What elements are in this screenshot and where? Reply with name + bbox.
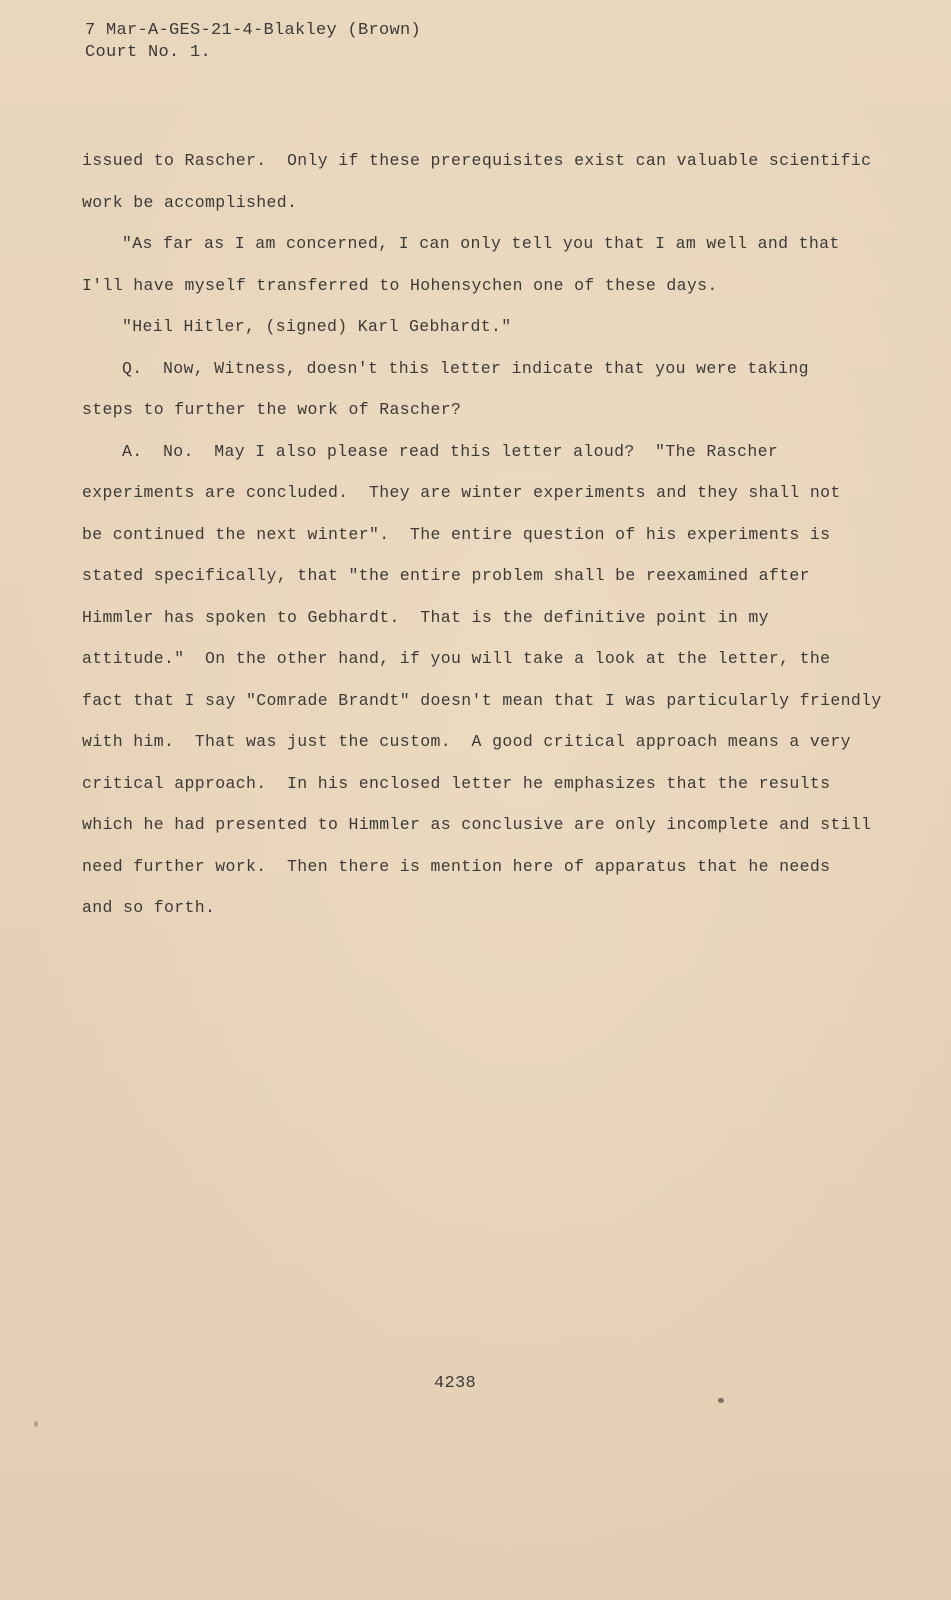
page-number: 4238 <box>434 1374 477 1393</box>
transcript-line: "Heil Hitler, (signed) Karl Gebhardt." <box>122 317 512 336</box>
transcript-line: work be accomplished. <box>82 192 298 212</box>
transcript-line: critical approach. In his enclosed letter he emphasizes that the results <box>82 773 831 793</box>
transcript-line: attitude." On the other hand, if you will take a look at the letter, the <box>82 649 831 668</box>
transcript-line: experiments are concluded. They are winter experiments and they shall not <box>82 483 841 502</box>
transcript-line: need further work. Then there is mention here of apparatus that he needs <box>82 856 831 876</box>
transcript-line: fact that I say "Comrade Brandt" doesn't mean that I was particularly friendly <box>82 690 882 710</box>
transcript-line: Q. Now, Witness, doesn't this letter indicate that you were taking <box>122 358 809 378</box>
transcript-line: Himmler has spoken to Gebhardt. That is the definitive point in my <box>82 607 769 627</box>
transcript-line: stated specifically, that "the entire problem shall be reexamined after <box>82 566 810 585</box>
transcript-line: which he had presented to Himmler as conclusive are only incomplete and still <box>82 815 872 834</box>
transcript-line: I'll have myself transferred to Hohensychen one of these days. <box>82 275 718 295</box>
transcript-body <box>82 140 882 929</box>
document-header <box>85 20 421 64</box>
case-reference: 7 Mar-A-GES-21-4-Blakley (Brown) <box>85 21 422 40</box>
court-number: Court No. 1. <box>85 43 212 62</box>
transcript-line: and so forth. <box>82 898 216 917</box>
transcript-line: issued to Rascher. Only if these prerequisites exist can valuable scientific <box>82 151 872 170</box>
paper-speck <box>34 1421 38 1427</box>
transcript-line: "As far as I am concerned, I can only tell you that I am well and that <box>122 234 840 253</box>
transcript-line: A. No. May I also please read this letter aloud? "The Rascher <box>122 441 779 461</box>
transcript-line: with him. That was just the custom. A good critical approach means a very <box>82 732 851 751</box>
paper-speck <box>718 1398 724 1403</box>
transcript-line: steps to further the work of Rascher? <box>82 400 462 419</box>
transcript-line: be continued the next winter". The entire question of his experiments is <box>82 524 831 544</box>
